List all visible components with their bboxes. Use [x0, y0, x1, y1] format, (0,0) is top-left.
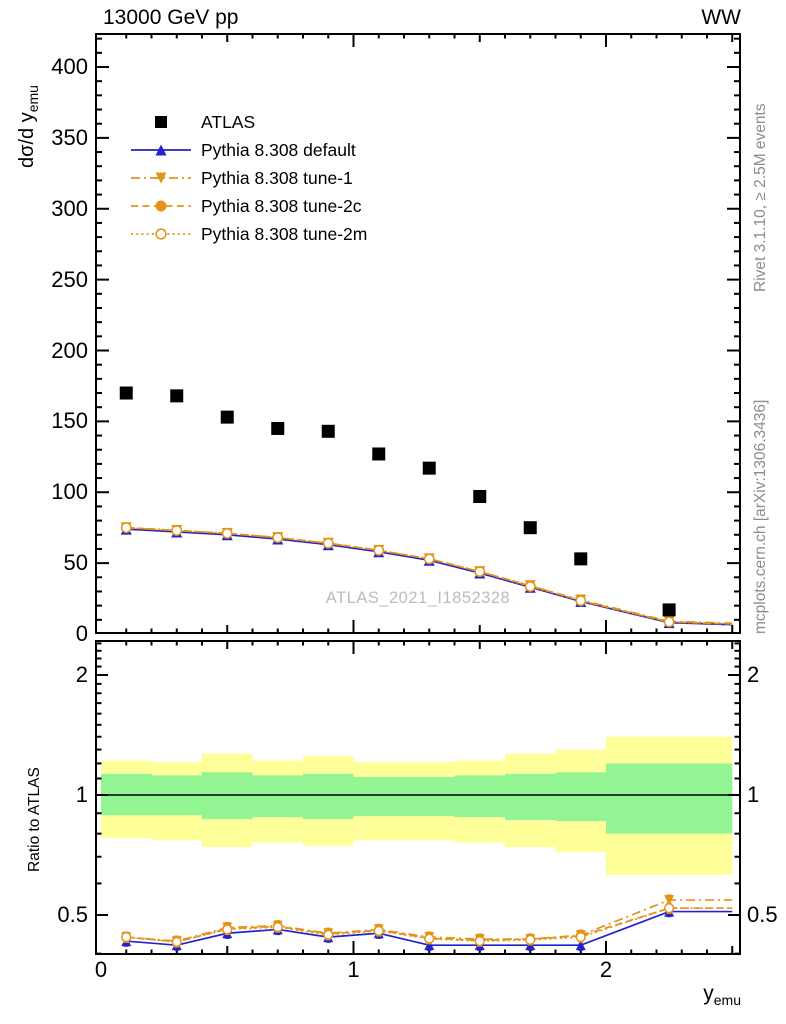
ratio-y-tick-label-right: 0.5 [747, 902, 778, 927]
ratio-y-tick-label-right: 2 [747, 662, 760, 687]
legend-item-pythia-8-308-tune-1 [128, 164, 367, 192]
circle-open-marker-icon [128, 224, 194, 244]
ratio-y-tick-label: 2 [75, 662, 88, 687]
ratio-plot-canvas [95, 640, 741, 955]
legend-item-atlas [128, 108, 367, 136]
main-y-tick-label: 150 [51, 408, 88, 434]
main-y-tick-label: 50 [63, 550, 88, 576]
ratio-curves [121, 895, 732, 950]
legend-item-label: Pythia 8.308 default [201, 139, 356, 160]
ratio-y-tick-label: 0.5 [57, 902, 88, 927]
main-y-axis-label-base: dσ/d y [16, 112, 38, 168]
x-tick-label: 0 [94, 957, 108, 982]
atlas-data-points [120, 387, 676, 617]
main-y-tick-label: 300 [51, 195, 88, 221]
main-y-tick-label: 400 [51, 54, 88, 79]
triangle-up-marker-icon [128, 140, 194, 160]
uncertainty-bands [101, 737, 732, 875]
main-y-axis-label-sub: emu [25, 85, 41, 113]
legend-item-label: Pythia 8.308 tune-2m [201, 223, 368, 244]
legend-item-label: ATLAS [201, 111, 256, 132]
legend-item-pythia-8-308-tune-2c [128, 192, 367, 220]
square-marker-icon [128, 112, 194, 132]
ratio-plot-panel [95, 640, 741, 955]
main-y-tick-label: 350 [51, 124, 88, 150]
ratio-y-tick-label: 1 [75, 782, 88, 807]
x-tick-label: 1 [347, 957, 360, 982]
ratio-y-axis-label: Ratio to ATLAS [26, 767, 43, 872]
legend-item-pythia-8-308-default [128, 136, 367, 164]
legend-item-label: Pythia 8.308 tune-2c [201, 195, 362, 216]
triangle-down-marker-icon [128, 168, 194, 188]
legend [128, 108, 367, 248]
mcplots-note: mcplots.cern.ch [arXiv:1306.3436] [752, 399, 769, 634]
x-axis-label-sub: emu [713, 992, 741, 1008]
legend-item-pythia-8-308-tune-2m [128, 220, 367, 248]
main-y-tick-label: 0 [75, 621, 88, 646]
mc-curves [121, 522, 733, 628]
main-y-tick-label: 250 [51, 266, 88, 292]
x-axis-label-base: y [703, 982, 714, 1005]
x-tick-label: 2 [599, 957, 613, 982]
process-title: WW [701, 6, 741, 29]
circle-marker-icon [128, 196, 194, 216]
main-y-tick-label: 200 [51, 337, 88, 363]
beam-energy-title: 13000 GeV pp [103, 6, 239, 29]
analysis-watermark: ATLAS_2021_I1852328 [325, 589, 511, 607]
main-y-tick-label: 100 [51, 479, 88, 505]
rivet-version-note: Rivet 3.1.10, ≥ 2.5M events [752, 103, 769, 292]
x-axis-label [95, 982, 741, 1008]
legend-item-label: Pythia 8.308 tune-1 [201, 167, 353, 188]
ratio-y-tick-label-right: 1 [747, 782, 760, 807]
